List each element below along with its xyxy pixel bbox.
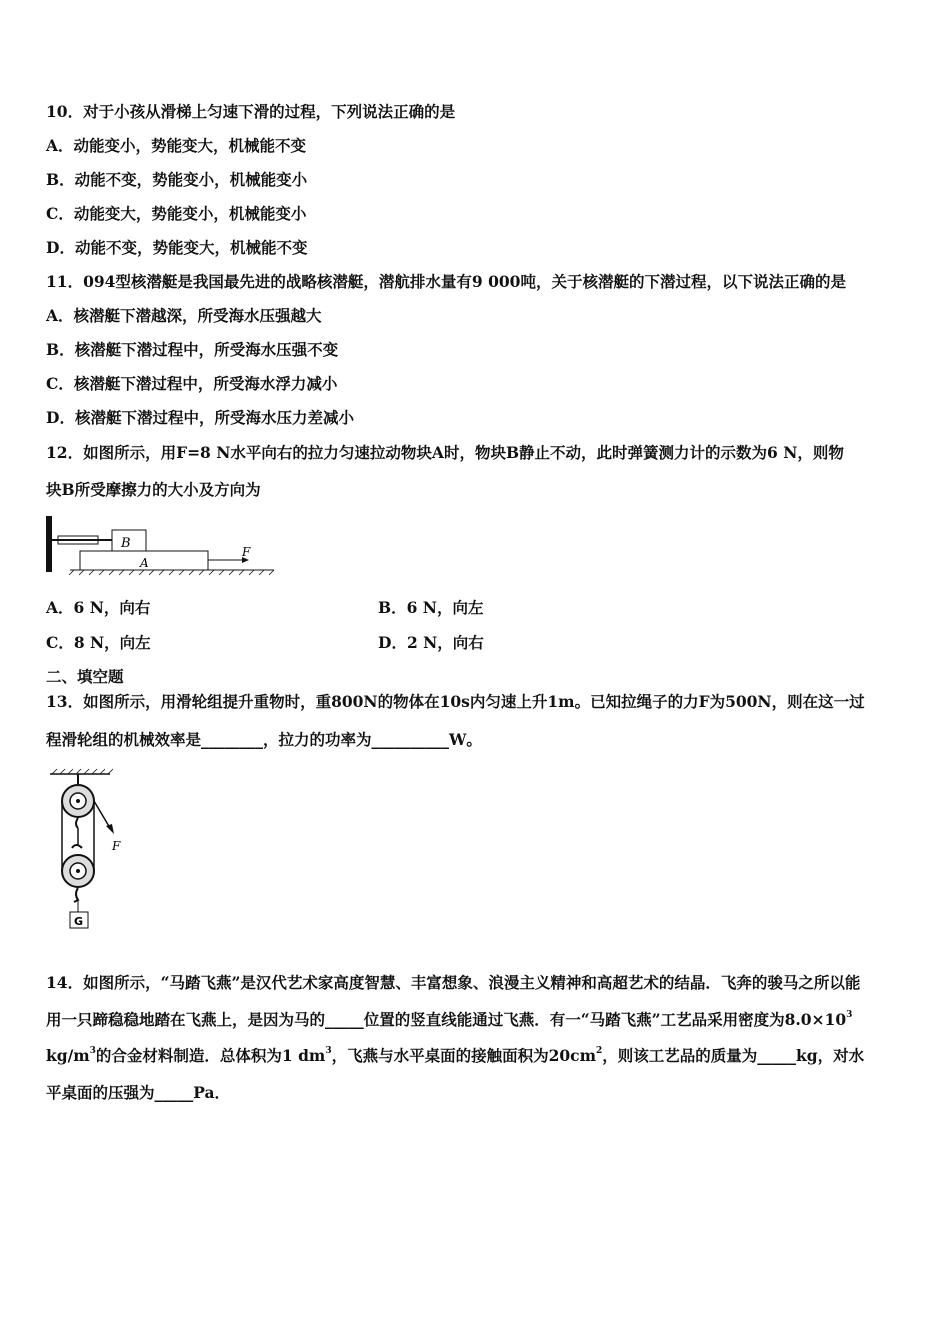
q13-stem-line1: 13．如图所示，用滑轮组提升重物时，重800N的物体在10s内匀速上升1m。已知拉绳子的力F为500N，则在这一过 <box>46 692 865 711</box>
q11-option-b[interactable]: B．核潜艇下潜过程中，所受海水压强不变 <box>46 340 339 359</box>
q14-line4: 平桌面的压强为_____Pa． <box>46 1083 231 1102</box>
q12-figure <box>44 512 284 582</box>
section-heading-fill-in: 二、填空题 <box>46 667 124 686</box>
q13-stem-line2: 程滑轮组的机械效率是________，拉力的功率为__________W。 <box>46 730 482 749</box>
q12-option-b[interactable]: B．6 N，向左 <box>378 598 484 617</box>
q12-stem-line1: 12．如图所示，用F=8 N水平向右的拉力匀速拉动物块A时，物块B静止不动，此时弹簧测力计的示数为6 N，则物 <box>46 443 844 462</box>
q10-option-c[interactable]: C．动能变大，势能变小，机械能变小 <box>46 204 307 223</box>
q10-option-b[interactable]: B．动能不变，势能变小，机械能变小 <box>46 170 308 189</box>
block-a-label: A <box>140 556 149 570</box>
q10-option-d[interactable]: D．动能不变，势能变大，机械能不变 <box>46 238 308 257</box>
q11-option-c[interactable]: C．核潜艇下潜过程中，所受海水浮力减小 <box>46 374 338 393</box>
q11-stem: 11．094型核潜艇是我国最先进的战略核潜艇，潜航排水量有9 000吨，关于核潜艇的下潜过程，以下说法正确的是 <box>46 272 846 291</box>
q14-line2: 用一只蹄稳稳地踏在飞燕上，是因为马的_____位置的竖直线能通过飞燕．有一“马踏飞燕”工艺品采用密度为$8.0\times 10^3$ <box>46 1010 853 1029</box>
q11-option-d[interactable]: D．核潜艇下潜过程中，所受海水压力差减小 <box>46 408 354 427</box>
q11-option-a[interactable]: A．核潜艇下潜越深，所受海水压强越大 <box>46 306 322 325</box>
wall <box>46 516 52 572</box>
weight-label: G <box>74 915 84 928</box>
force-label: F <box>242 545 251 559</box>
block-b-label: B <box>121 536 131 551</box>
q12-option-d[interactable]: D．2 N，向右 <box>378 633 484 652</box>
q12-option-c[interactable]: C．8 N，向左 <box>46 633 151 652</box>
q14-line3: $kg/m^3$的合金材料制造．总体积为1 $dm^3$，飞燕与水平桌面的接触面积为$20cm^2$，则该工艺品的质量为_____kg，对水 <box>46 1046 865 1065</box>
q13-pulley-figure <box>46 766 136 936</box>
force-label: F <box>112 839 121 853</box>
q14-line1: 14．如图所示，“马踏飞燕”是汉代艺术家高度智慧、丰富想象、浪漫主义精神和高超艺术的结晶．飞奔的骏马之所以能 <box>46 973 861 992</box>
q12-stem-line2: 块B所受摩擦力的大小及方向为 <box>46 480 261 499</box>
q12-option-a[interactable]: A．6 N，向右 <box>46 598 151 617</box>
pull-rope <box>94 801 110 828</box>
q10-stem: 10．对于小孩从滑梯上匀速下滑的过程，下列说法正确的是 <box>46 102 456 121</box>
q10-option-a[interactable]: A．动能变小，势能变大，机械能不变 <box>46 136 307 155</box>
